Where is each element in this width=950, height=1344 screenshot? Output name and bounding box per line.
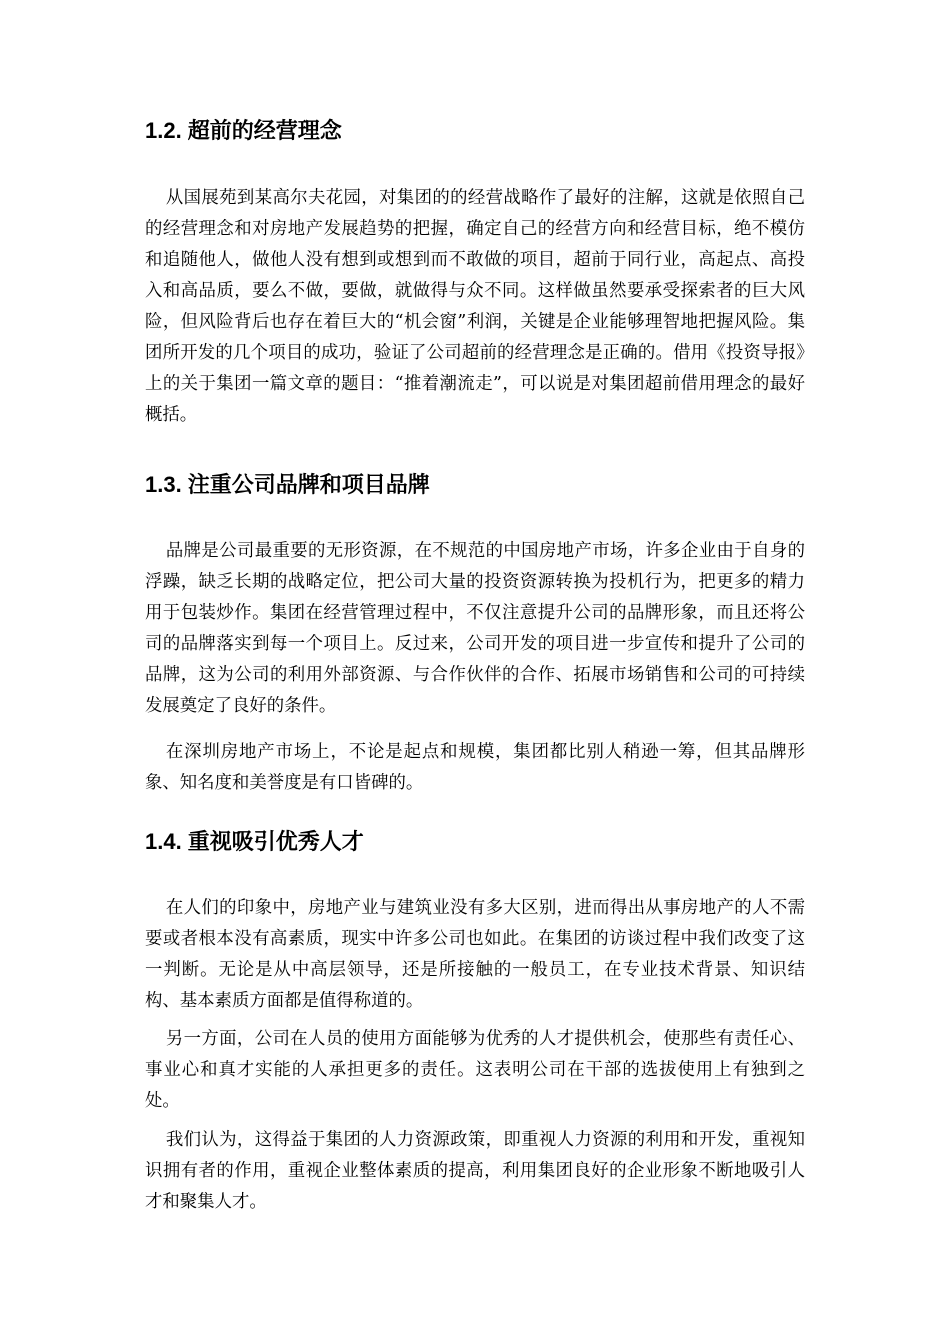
paragraph: 品牌是公司最重要的无形资源，在不规范的中国房地产市场，许多企业由于自身的浮躁，缺乏长期的战略定位，把公司大量的投资资源转换为投机行为，把更多的精力用于包装炒作。集团在经营管理过程中，不仅注意提升公司的品牌形象，而且还将公司的品牌落实到每一个项目上。反过来，公司开发的项目进一步宣传和提升了公司的品牌，这为公司的利用外部资源、与合作伙伴的合作、拓展市场销售和公司的可持续发展奠定了良好的条件。 (145, 541, 805, 716)
paragraph: 我们认为，这得益于集团的人力资源政策，即重视人力资源的利用和开发，重视知识拥有者的作用，重视企业整体素质的提高，利用集团良好的企业形象不断地吸引人才和聚集人才。 (145, 1130, 805, 1212)
section-heading-1-4: 1.4. 重视吸引优秀人才 (145, 829, 364, 854)
section-heading-1-3: 1.3. 注重公司品牌和项目品牌 (145, 472, 430, 497)
paragraph: 另一方面，公司在人员的使用方面能够为优秀的人才提供机会，使那些有责任心、事业心和真才实能的人承担更多的责任。这表明公司在干部的选拔使用上有独到之处。 (145, 1029, 805, 1111)
paragraph: 从国展苑到某高尔夫花园，对集团的的经营战略作了最好的注解，这就是依照自己的经营理念和对房地产发展趋势的把握，确定自己的经营方向和经营目标，绝不模仿和追随他人，做他人没有想到或想到而不敢做的项目，超前于同行业，高起点、高投入和高品质，要么不做，要做，就做得与众不同。这样做虽然要承受探索者的巨大风险，但风险背后也存在着巨大的“机会窗”利润，关键是企业能够理智地把握风险。集团所开发的几个项目的成功，验证了公司超前的经营理念是正确的。借用《投资导报》上的关于集团一篇文章的题目：“推着潮流走”，可以说是对集团超前借用理念的最好概括。 (145, 188, 805, 425)
paragraph: 在深圳房地产市场上，不论是起点和规模，集团都比别人稍逊一筹，但其品牌形象、知名度和美誉度是有口皆碑的。 (145, 742, 805, 793)
paragraph: 在人们的印象中，房地产业与建筑业没有多大区别，进而得出从事房地产的人不需要或者根本没有高素质，现实中许多公司也如此。在集团的访谈过程中我们改变了这一判断。无论是从中高层领导，还是所接触的一般员工，在专业技术背景、知识结构、基本素质方面都是值得称道的。 (145, 898, 805, 1011)
section-heading-1-2: 1.2. 超前的经营理念 (145, 118, 342, 143)
